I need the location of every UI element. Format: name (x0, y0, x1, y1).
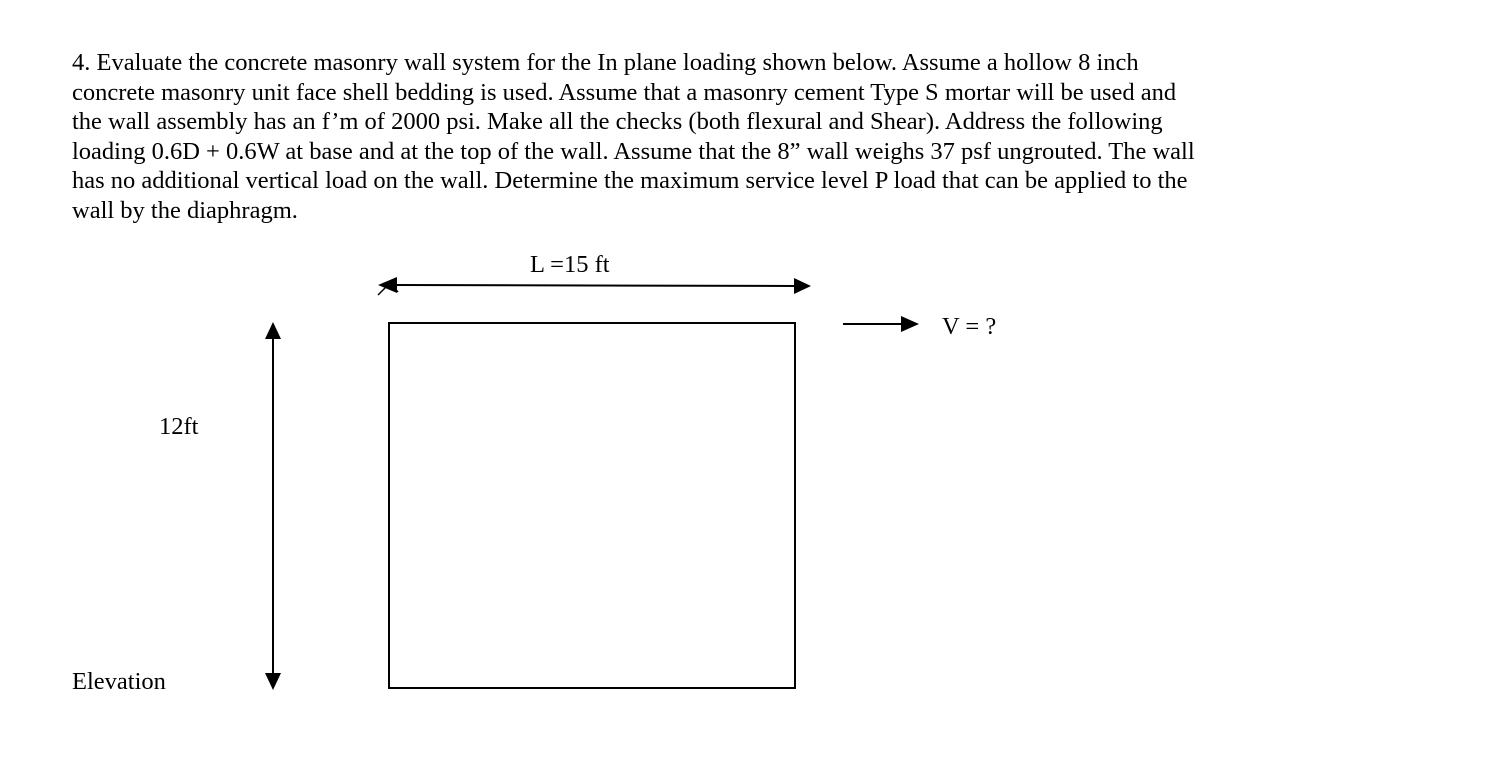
problem-line: loading 0.6D + 0.6W at base and at the top of the wall. Assume that the 8” wall weighs 37 psf ungrouted. The wall (72, 137, 1195, 165)
problem-line: concrete masonry unit face shell bedding is used. Assume that a masonry cement Type S mortar will be used and (72, 78, 1177, 106)
problem-line: the wall assembly has an f’m of 2000 psi. Make all the checks (both flexural and Shear). Address the following (72, 108, 1163, 136)
height-label: 12ft (159, 413, 199, 440)
length-label: L =15 ft (530, 251, 610, 278)
problem-line: 4. Evaluate the concrete masonry wall system for the In plane loading shown below. Assume a hollow 8 inch (72, 49, 1139, 76)
height-dimension-arrow (265, 322, 281, 690)
shear-label: V = ? (942, 313, 997, 340)
length-dimension-arrow (378, 277, 811, 295)
problem-line: wall by the diaphragm. (72, 196, 298, 224)
shear-force-arrow (843, 316, 919, 332)
wall-outline (389, 323, 795, 688)
elevation-label: Elevation (72, 668, 166, 695)
problem-line: has no additional vertical load on the wall. Determine the maximum service level P load that can be applied to the (72, 167, 1188, 195)
